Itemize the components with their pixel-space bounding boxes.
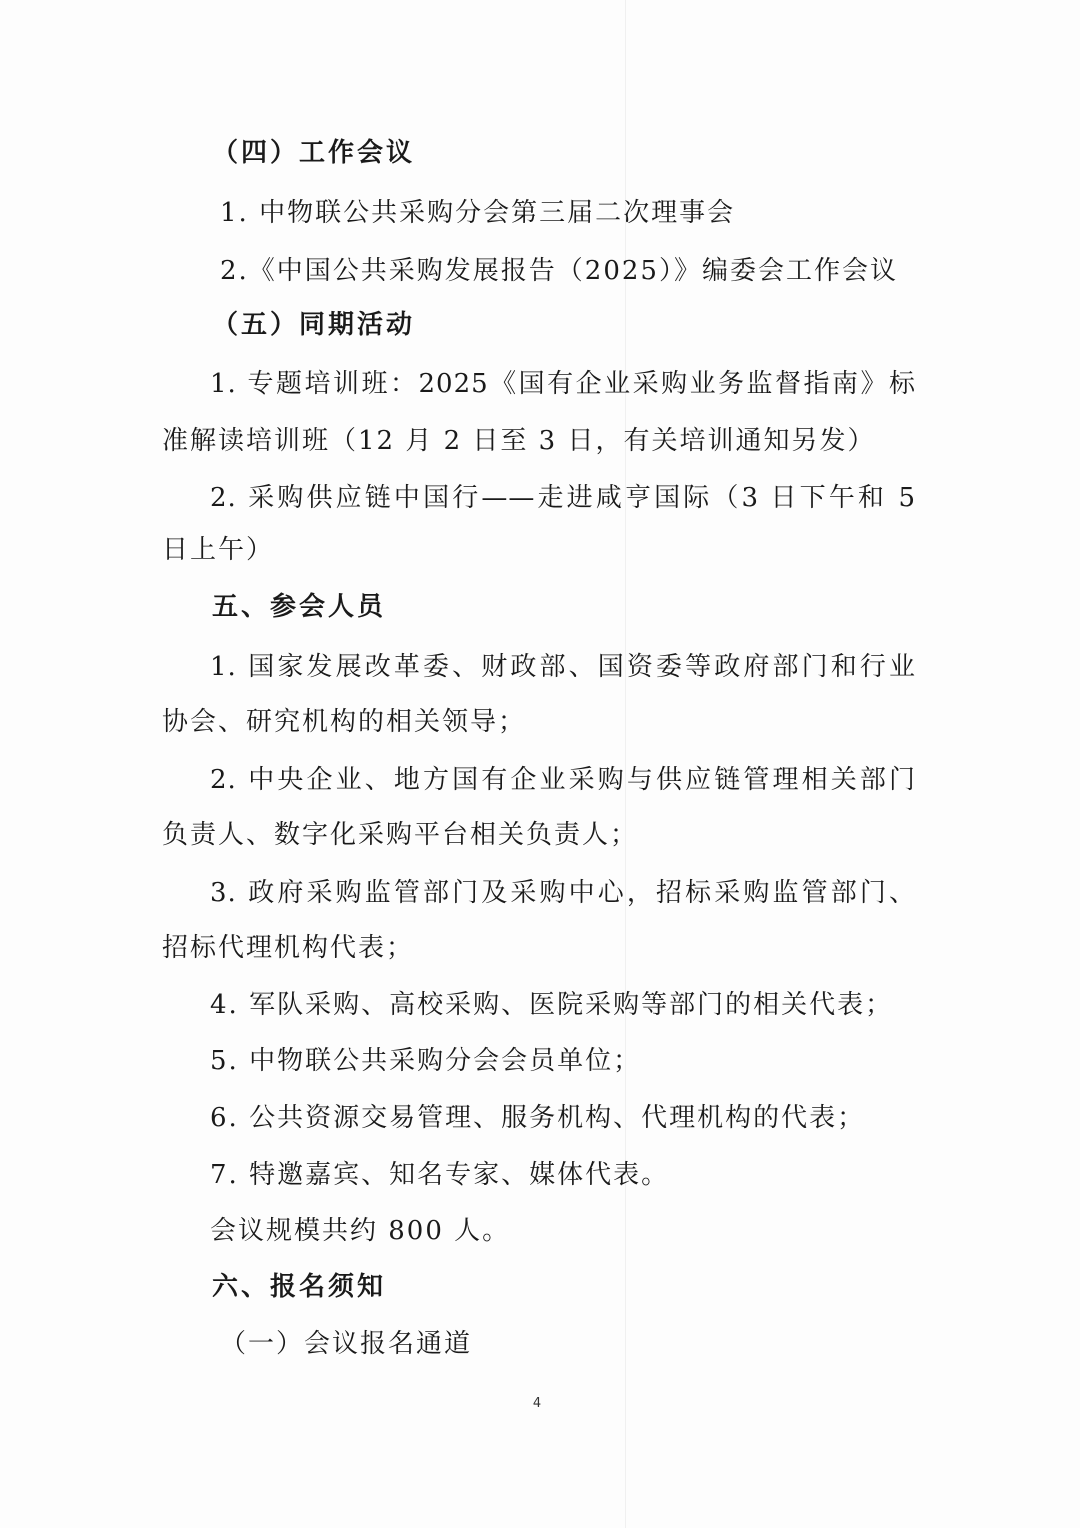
section-heading-concurrent-events: （五）同期活动: [212, 310, 416, 340]
list-item: 3. 政府采购监管部门及采购中心，招标采购监管部门、: [210, 878, 916, 908]
attendance-scale: 会议规模共约 800 人。: [210, 1216, 511, 1246]
list-item: 1. 专题培训班：2025《国有企业采购业务监督指南》标: [210, 369, 916, 399]
list-item-continuation: 招标代理机构代表；: [162, 933, 415, 963]
list-item: 6. 公共资源交易管理、服务机构、代理机构的代表；: [210, 1103, 866, 1133]
list-item: 5. 中物联公共采购分会会员单位；: [210, 1046, 642, 1076]
section-heading-attendees: 五、参会人员: [212, 592, 387, 622]
list-item: 4. 军队采购、高校采购、医院采购等部门的相关代表；: [210, 990, 894, 1020]
list-item-continuation: 协会、研究机构的相关领导；: [162, 707, 527, 737]
subsection-heading: （一）会议报名通道: [220, 1329, 473, 1359]
list-item-continuation: 日上午）: [162, 535, 275, 565]
list-item: 2. 采购供应链中国行——走进咸亨国际（3 日下午和 5: [210, 483, 916, 513]
list-item: 7. 特邀嘉宾、知名专家、媒体代表。: [210, 1160, 670, 1190]
list-item-continuation: 准解读培训班（12 月 2 日至 3 日，有关培训通知另发）: [162, 426, 876, 456]
list-item: 2. 中央企业、地方国有企业采购与供应链管理相关部门: [210, 765, 916, 795]
section-heading-work-meetings: （四）工作会议: [212, 138, 416, 168]
list-item: 1. 中物联公共采购分会第三届二次理事会: [220, 198, 736, 228]
list-item: 2.《中国公共采购发展报告（2025）》编委会工作会议: [220, 256, 898, 286]
section-heading-registration: 六、报名须知: [212, 1272, 387, 1302]
list-item: 1. 国家发展改革委、财政部、国资委等政府部门和行业: [210, 652, 916, 682]
page-number: 4: [532, 1396, 542, 1411]
list-item-continuation: 负责人、数字化采购平台相关负责人；: [162, 820, 639, 850]
